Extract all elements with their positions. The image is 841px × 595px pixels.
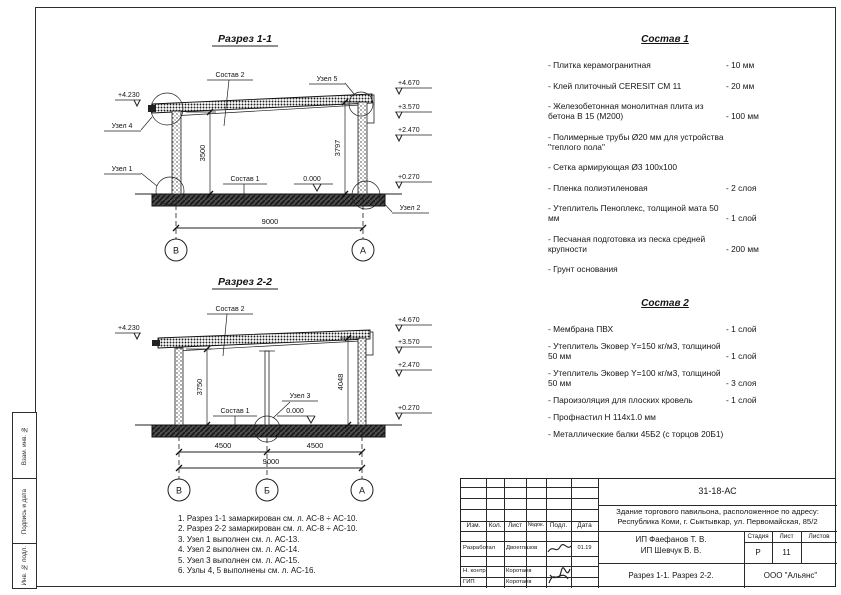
stamp-name-ncontr: Коротаев (506, 567, 532, 574)
sostav2-callout: Состав 2 (215, 72, 245, 79)
section1-dimensions (173, 99, 366, 239)
stamp-sheet-header: Лист (779, 532, 794, 540)
stamp-stage-value: Р (755, 547, 761, 557)
section1-elevation-marks (115, 80, 432, 188)
section2-title (212, 276, 278, 289)
dim-4048: 4048 (336, 373, 345, 391)
right-wall (358, 338, 366, 425)
elev-4670-label: +4.670 (398, 80, 420, 87)
list-item: - Утеплитель Пеноплекс, толщиной мата 50 мм - 1 слой (548, 203, 757, 223)
stamp-client1: ИП Фаефанов Т. В. (635, 535, 707, 544)
uzel2-label: Узел 2 (399, 205, 421, 212)
left-wall (175, 348, 183, 425)
roof-deck (152, 94, 372, 113)
list-item: - Полимерные трубы Ø20 мм для устройства "теплого пола" (548, 131, 724, 152)
dim-9000: 9000 (262, 457, 280, 466)
section1-callouts (104, 72, 429, 213)
list-item: - Плитка керамогранитная - 10 мм (548, 60, 755, 70)
dim-4500-left: 4500 (214, 441, 232, 450)
note-line: 1. Разрез 1-1 замаркирован см. л. АС-8 ÷ АС-10. (178, 514, 358, 523)
stamp-doc-code: 31-18-АС (698, 486, 737, 497)
zero-level-label: 0.000 (286, 408, 304, 415)
list-item: - Профнастил Н 114х1.0 мм (548, 412, 656, 422)
list-item: - Пароизоляция для плоских кровель - 1 слой (548, 395, 757, 405)
stamp-name-gip: Коротаев (506, 578, 532, 585)
stamp-col-izm: Изм. (466, 522, 481, 530)
elev-4230-label: +4.230 (118, 325, 140, 332)
elev-3570-label: +3.570 (398, 339, 420, 346)
list-item: - Железобетонная монолитная плита из бетона В 15 (М200) - 100 мм (548, 101, 759, 121)
elev-3570-label: +3.570 (398, 104, 420, 111)
signature-scribble (546, 541, 573, 556)
stamp-col-data: Дата (577, 522, 592, 530)
elev-4670-label: +4.670 (398, 317, 420, 324)
sostav2-title: Состав 2 (641, 298, 689, 309)
stamp-sheet-title: Разрез 1-1. Разрез 2-2. (628, 570, 714, 580)
stamp-project-line2: Республика Коми, г. Сыктывкар, ул. Первомайская, 85/2 (617, 517, 818, 526)
signature-scribble (546, 565, 573, 588)
stamp-col-ndok: №док. (527, 522, 545, 529)
section2-callouts (207, 306, 318, 430)
section1-title-text: Разрез 1-1 (218, 33, 272, 45)
section1-axes (165, 239, 374, 261)
side-stamp-podpis (12, 478, 37, 545)
stamp-company: ООО "Альянс" (763, 570, 818, 580)
stamp-date-developer: 01.19 (577, 544, 592, 551)
axis-a: А (358, 485, 366, 496)
dim-4500-right: 4500 (306, 441, 324, 450)
dim-3750: 3750 (195, 378, 204, 396)
section1-title (212, 33, 278, 46)
side-stamp-vzam (12, 412, 37, 480)
stamp-sheet-value: 11 (782, 547, 791, 557)
list-item: - Пленка полиэтиленовая - 2 слоя (548, 182, 757, 193)
sostav2-callout: Состав 2 (215, 306, 245, 313)
elev-0270-label: +0.270 (398, 174, 420, 181)
stamp-role-ncontr: Н. контр. (463, 567, 488, 574)
section2-axes (168, 479, 373, 501)
note-line: 3. Узел 1 выполнен см. л. АС-13. (178, 534, 300, 544)
elev-2470-label: +2.470 (398, 127, 420, 134)
stamp-stage-header: Стадия (747, 532, 769, 540)
sostav1-title: Состав 1 (641, 34, 689, 45)
note-line: 5. Узел 3 выполнен см. л. АС-15. (178, 555, 300, 565)
list-item: - Грунт основания (548, 264, 618, 274)
dim-3797: 3797 (333, 139, 342, 157)
stamp-name-developer: Двоеглазов (506, 544, 538, 551)
side-stamp-inv (12, 543, 37, 589)
stamp-role-developer: Разработал (463, 544, 496, 551)
stamp-project (601, 507, 834, 530)
roof-deck (158, 330, 370, 348)
axis-v: В (172, 245, 180, 256)
axis-b: Б (264, 485, 270, 496)
elev-4230-label: +4.230 (118, 92, 140, 99)
note-line: 6. Узлы 4, 5 выполнены см. л. АС-16. (178, 566, 316, 576)
roof-edge-cap (152, 340, 160, 346)
dim-9000: 9000 (261, 217, 279, 226)
note-line: 4. Узел 2 выполнен см. л. АС-14. (178, 545, 300, 555)
list-item: - Клей плиточный CERESIT СМ 11 - 20 мм (548, 80, 755, 91)
list-item: - Песчаная подготовка из песка средней крупности - 200 мм (548, 233, 759, 254)
uzel5-label: Узел 5 (316, 76, 338, 83)
list-item: - Утеплитель Эковер Y=100 кг/м3, толщиной 50 мм - 3 слоя (548, 368, 757, 388)
roof-edge-cap (148, 105, 156, 112)
sostav1-panel (548, 34, 782, 285)
stamp-client2: ИП Шевчук В. В. (640, 546, 702, 555)
axis-v: В (175, 485, 183, 496)
title-block (460, 478, 836, 587)
notes-block (178, 514, 393, 576)
middle-column (265, 351, 269, 425)
stamp-role-gip: ГИП (463, 578, 475, 585)
uzel4-label: Узел 4 (111, 123, 133, 130)
stamp-sheets-value (801, 542, 837, 563)
section-2-2-drawing (40, 272, 500, 507)
stamp-col-podp: Подл. (549, 522, 568, 530)
list-item: - Утеплитель Эковер Y=150 кг/м3, толщиной 50 мм - 1 слой (548, 341, 757, 361)
stamp-sheets-header: Листов (808, 532, 830, 540)
floor-slab (152, 194, 385, 206)
note-line: 2. Разрез 2-2 замаркирован см. л. АС-8 ÷ АС-10. (178, 524, 358, 534)
section2-title-text: Разрез 2-2 (218, 276, 272, 288)
sostav2-panel (548, 298, 782, 446)
stamp-clients (598, 534, 744, 562)
section2-elevation-marks (115, 317, 432, 419)
side-stamp-vzam-label: Взам. инв. № (21, 426, 28, 466)
uzel3-label: Узел 3 (289, 393, 311, 400)
section1-structure (135, 94, 402, 206)
dim-3500: 3500 (198, 144, 207, 162)
section2-dimensions (176, 335, 365, 479)
list-item: - Мембрана ПВХ - 1 слой (548, 324, 757, 334)
elev-0270-label: +0.270 (398, 405, 420, 412)
list-item: - Сетка армирующая Ø3 100х100 (548, 162, 678, 172)
stamp-col-list: Лист (507, 522, 523, 530)
list-item: - Металлические балки 45Б2 (с торцов 20Б1) (548, 429, 724, 439)
side-stamp-podpis-label: Подпись и дата (21, 488, 28, 535)
stamp-project-line1: Здание торгового павильона, расположенное по адресу: (616, 507, 819, 516)
sostav1-callout: Состав 1 (230, 176, 260, 183)
side-stamp-inv-label: Инв. № подл. (21, 546, 28, 586)
stamp-col-kol: Кол. (488, 522, 502, 530)
uzel1-label: Узел 1 (111, 166, 133, 173)
elev-2470-label: +2.470 (398, 362, 420, 369)
axis-a: А (359, 245, 367, 256)
floor-slab (152, 425, 385, 437)
section-1-1-drawing (40, 25, 500, 275)
sostav1-callout: Состав 1 (220, 408, 250, 415)
section2-structure (135, 330, 402, 437)
zero-level-label: 0.000 (303, 176, 321, 183)
